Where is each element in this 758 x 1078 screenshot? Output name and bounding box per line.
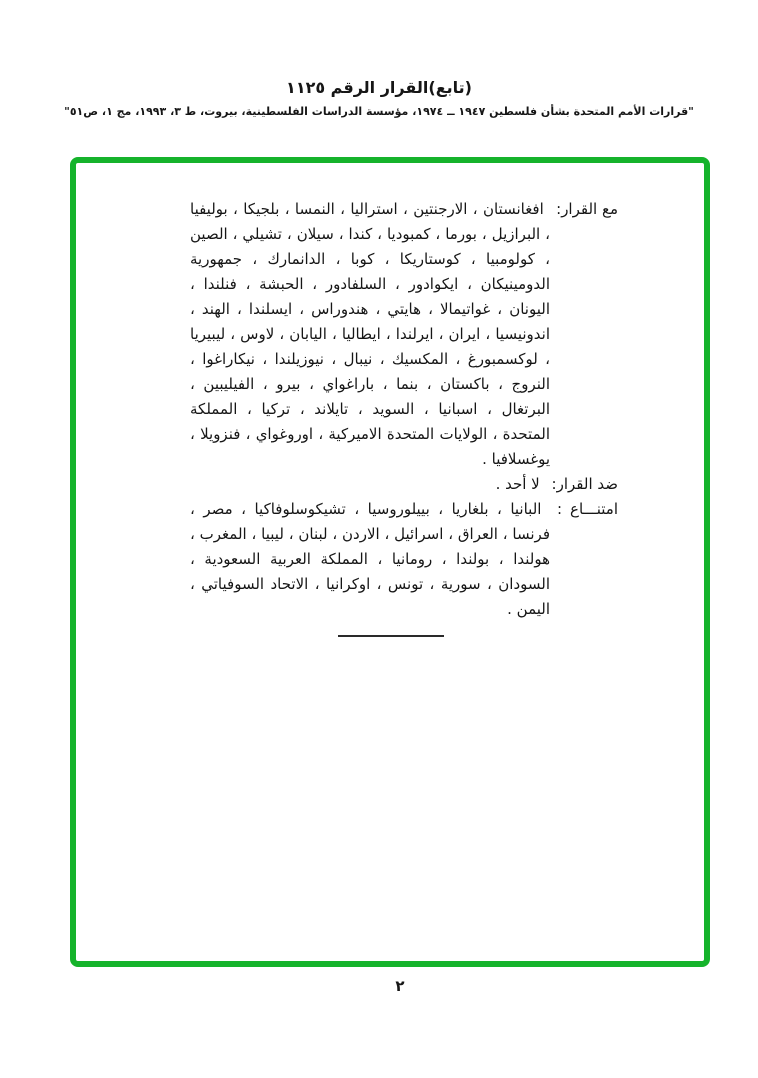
vote-with-label: مع القرار bbox=[561, 200, 618, 218]
vote-against-colon: : bbox=[551, 475, 557, 493]
citation-line: "قرارات الأمم المتحدة بشأن فلسطين ١٩٤٧ ــ ١٩٧٤، مؤسسة الدراسات الفلسطينية، بيروت، ط ٣، ١٩٩٣، مج ١، ص٥١" bbox=[64, 105, 694, 118]
green-annotation-frame bbox=[70, 157, 710, 967]
abstain-paragraph bbox=[190, 497, 618, 622]
page-title: (تابع)القرار الرقم ١١٢٥ bbox=[286, 78, 472, 97]
vote-with-countries: افغانستان ، الارجنتين ، استراليا ، النمسا ، بلجيكا ، بوليفيا ، البرازيل ، بورما ، كمبوديا ، كندا ، سيلان ، تشيلي ، الصين ، كولومبيا ، كوستاريكا ، كوبا ، الدانمارك ، جمهورية الدومينيكان ، ايكوادور ، السلفادور ، الحبشة ، فنلندا ، اليونان ، غواتيمالا ، هايتي ، هندوراس ، ايسلندا ، الهند ، اندونيسيا ، ايران ، ايرلندا ، ايطاليا ، اليابان ، لاوس ، ليبيريا ، لوكسمبورغ ، المكسيك ، نيبال ، نيوزيلندا ، نيكاراغوا ، النروج ، باكستان ، بنما ، باراغواي ، بيرو ، الفيليبين ، البرتغال ، اسبانيا ، السويد ، تايلاند ، تركيا ، المملكة المتحدة ، الولايات المتحدة الاميركية ، اوروغواي ، فنزويلا ، يوغسلافيا . bbox=[190, 200, 550, 468]
section-divider bbox=[338, 635, 444, 637]
abstain-label: امتنـــاع bbox=[570, 500, 618, 518]
vote-against-value: لا أحد . bbox=[495, 475, 540, 493]
vote-with-colon: : bbox=[556, 200, 562, 218]
abstain-countries: البانيا ، بلغاريا ، بييلوروسيا ، تشيكوسلوفاكيا ، مصر ، فرنسا ، العراق ، اسرائيل ، الاردن ، لبنان ، ليبيا ، المغرب ، هولندا ، بولندا ، رومانيا ، المملكة العربية السعودية ، السودان ، سورية ، تونس ، اوكرانيا ، الاتحاد السوفياتي ، اليمن . bbox=[190, 500, 550, 618]
abstain-colon: : bbox=[556, 500, 562, 518]
vote-record bbox=[190, 197, 618, 637]
vote-against-paragraph bbox=[190, 472, 618, 497]
vote-with-paragraph bbox=[190, 197, 618, 472]
page-number: ٢ bbox=[395, 977, 405, 995]
vote-against-label: ضد القرار bbox=[556, 475, 618, 493]
